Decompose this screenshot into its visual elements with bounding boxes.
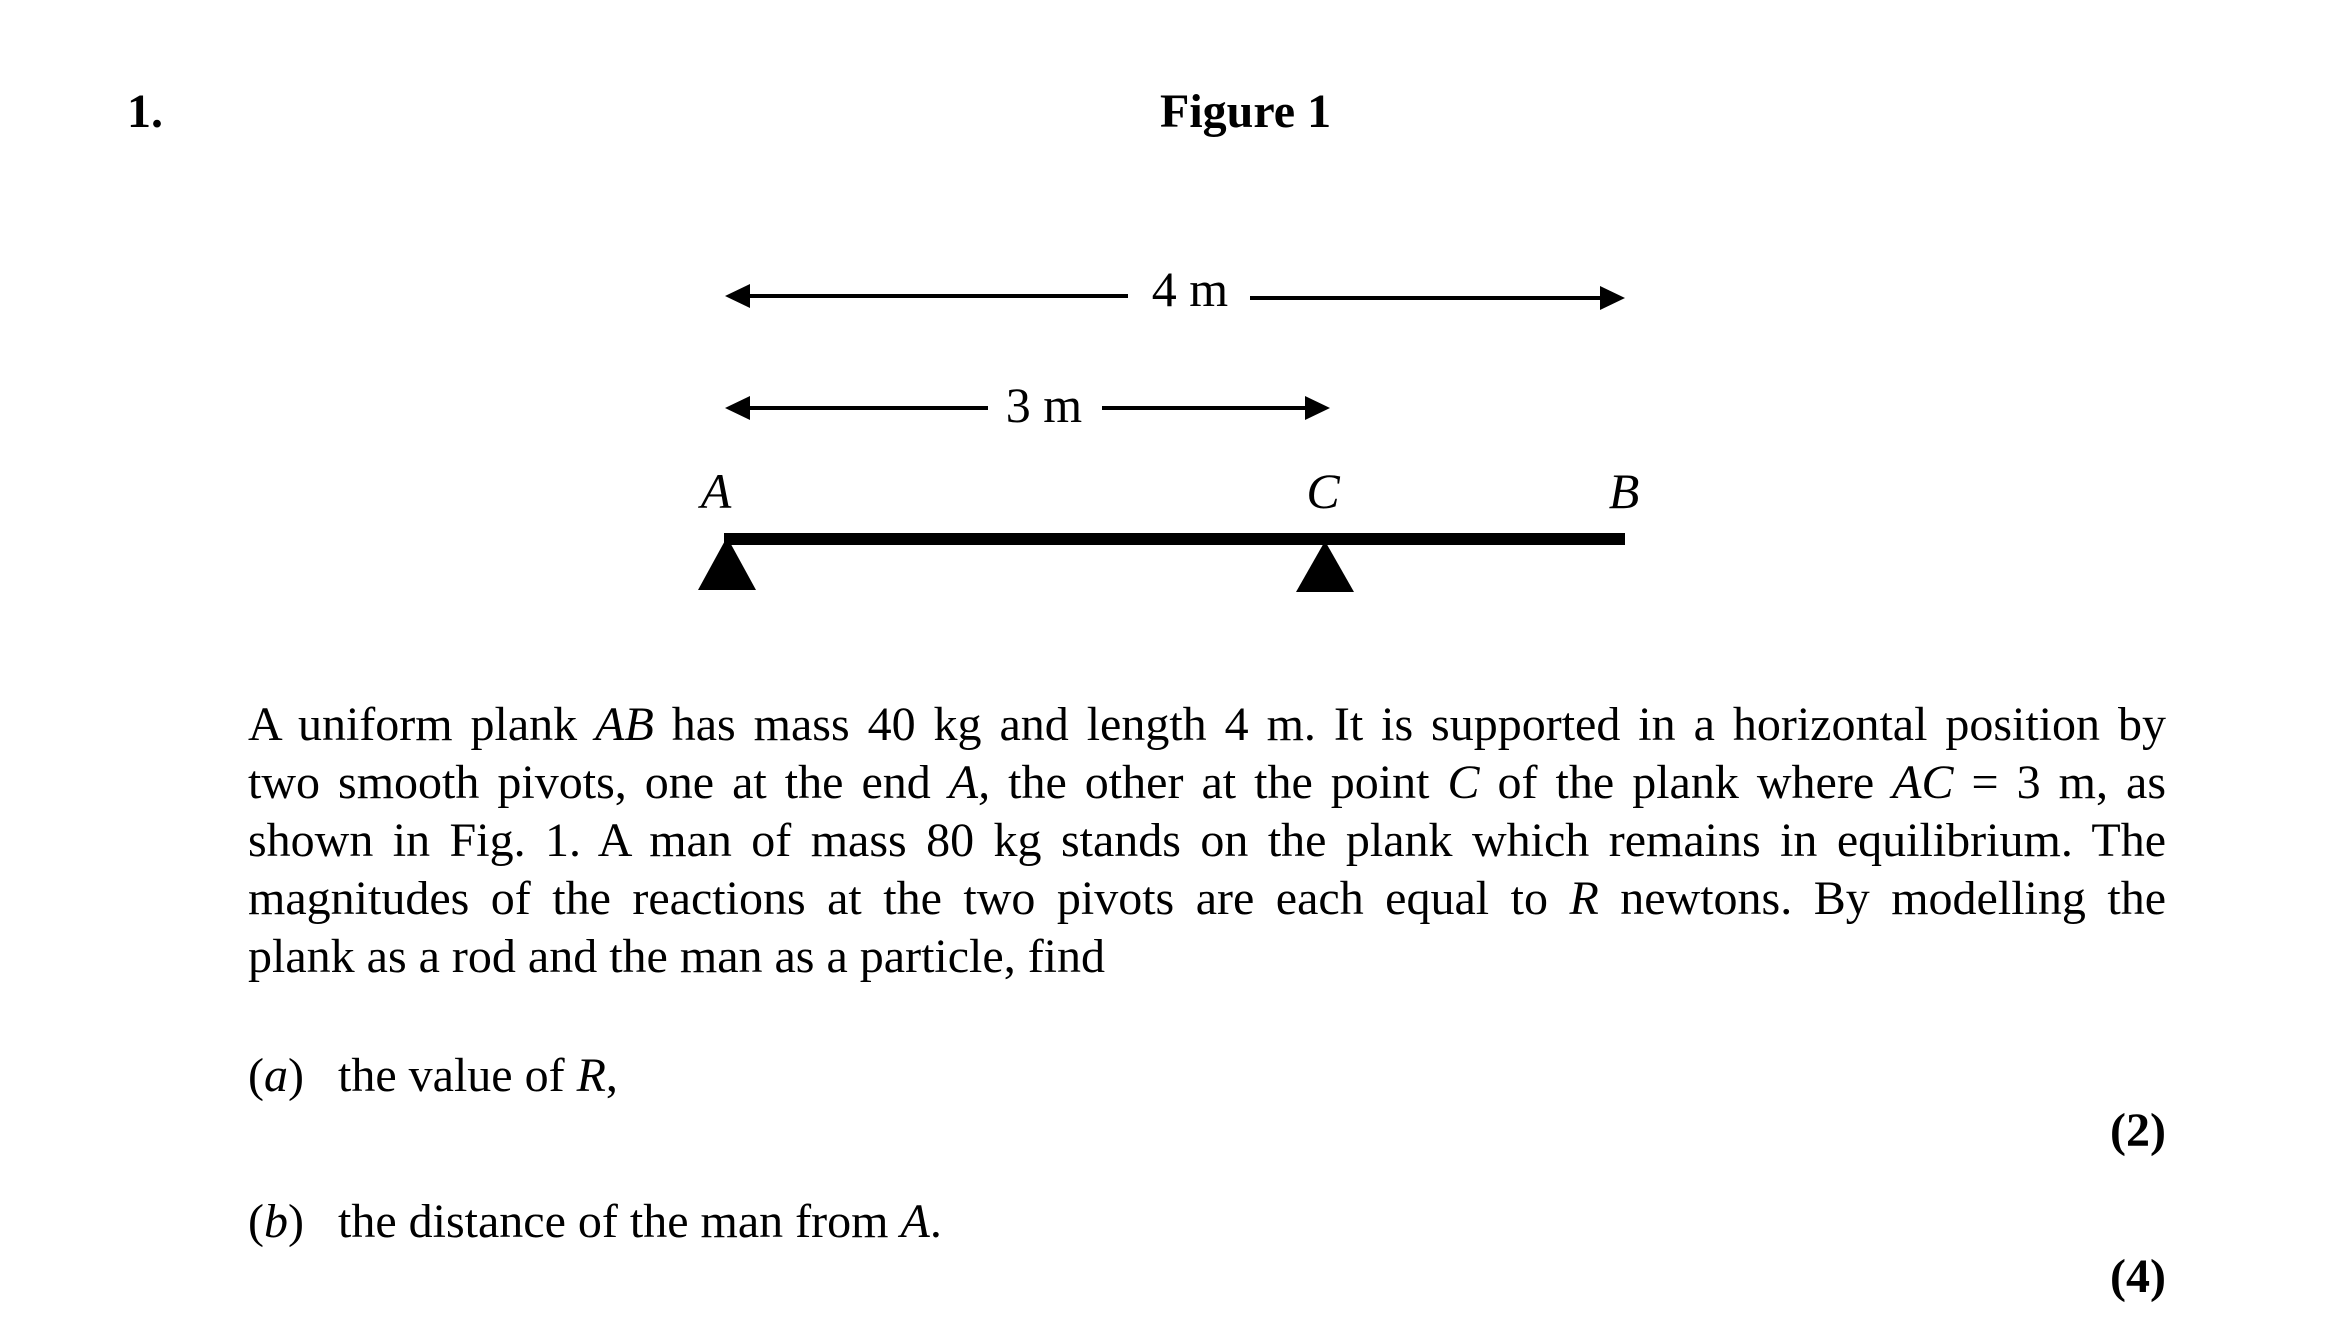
figure-title: Figure 1 bbox=[1160, 85, 1332, 138]
part-a-marks: (2) bbox=[2110, 1104, 2166, 1157]
question-part-b bbox=[248, 1195, 942, 1248]
plank-rod bbox=[724, 533, 1625, 545]
part-b-label: (b) bbox=[248, 1195, 304, 1248]
plank-diagram bbox=[0, 0, 2339, 650]
point-label-a: A bbox=[700, 463, 732, 519]
point-label-c: C bbox=[1306, 463, 1340, 519]
part-b-marks: (4) bbox=[2110, 1250, 2166, 1303]
dimension-label-3m: 3 m bbox=[1005, 377, 1083, 433]
dimension-label-4m: 4 m bbox=[1151, 261, 1229, 317]
question-paragraph bbox=[248, 696, 2166, 986]
part-b-text: the distance of the man from A. bbox=[338, 1195, 942, 1248]
paragraph-line-5: plank as a rod and the man as a particle, find bbox=[248, 930, 1106, 983]
part-a-label: (a) bbox=[248, 1049, 304, 1102]
question-number: 1. bbox=[127, 85, 163, 138]
question-part-a bbox=[248, 1049, 618, 1102]
part-a-text: the value of R, bbox=[338, 1049, 618, 1102]
point-label-b: B bbox=[1608, 463, 1640, 519]
paragraph-line-1: A uniform plank AB has mass 40 kg and length 4 m. It is supported in a horizontal position by bbox=[248, 698, 2167, 751]
paragraph-line-4: magnitudes of the reactions at the two pivots are each equal to R newtons. By modelling the bbox=[248, 872, 2166, 925]
paragraph-line-3: shown in Fig. 1. A man of mass 80 kg stands on the plank which remains in equilibrium. The bbox=[248, 814, 2166, 867]
paragraph-line-2: two smooth pivots, one at the end A, the other at the point C of the plank where AC = 3 m, as bbox=[248, 756, 2167, 809]
pivot-c bbox=[1296, 541, 1354, 592]
